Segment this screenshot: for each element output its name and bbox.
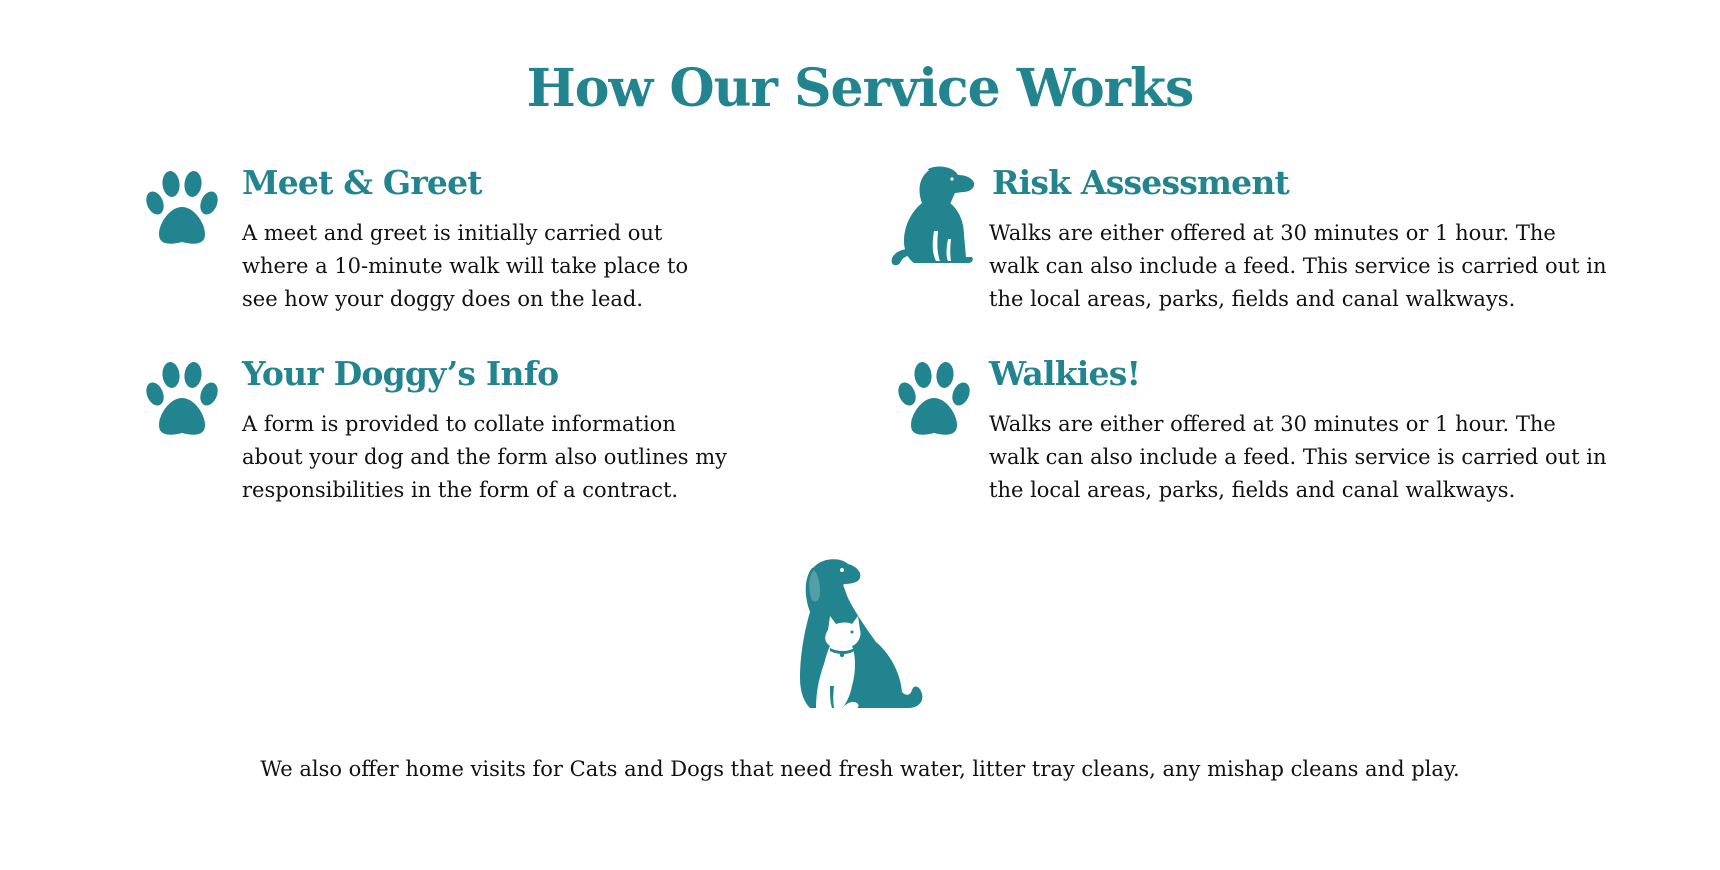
feature-title: Your Doggy’s Info — [242, 354, 559, 393]
feature-description: Walks are either offered at 30 minutes or 1 hour. The walk can also include a feed. This service is carried out in the local areas, parks, fields and canal walkways. — [989, 221, 1607, 311]
feature-title: Risk Assessment — [992, 163, 1289, 202]
feature-description: Walks are either offered at 30 minutes or 1 hour. The walk can also include a feed. This service is carried out in the local areas, parks, fields and canal walkways. — [989, 412, 1607, 502]
paw-icon — [144, 362, 220, 438]
dog-and-cat-icon — [790, 556, 930, 720]
feature-description: A form is provided to collate information about your dog and the form also outlines my responsibilities in the form of a contract. — [242, 412, 728, 502]
feature-title: Walkies! — [989, 354, 1141, 393]
home-visits-note: We also offer home visits for Cats and Dogs that need fresh water, litter tray cleans, any mishap cleans and play. — [260, 757, 1460, 781]
paw-icon — [144, 171, 220, 247]
sitting-dog-icon — [888, 165, 982, 267]
paw-icon — [896, 362, 972, 438]
feature-title: Meet & Greet — [242, 163, 482, 202]
section-title: How Our Service Works — [526, 58, 1194, 119]
feature-description: A meet and greet is initially carried out where a 10-minute walk will take place to see how your doggy does on the lead. — [242, 221, 689, 311]
